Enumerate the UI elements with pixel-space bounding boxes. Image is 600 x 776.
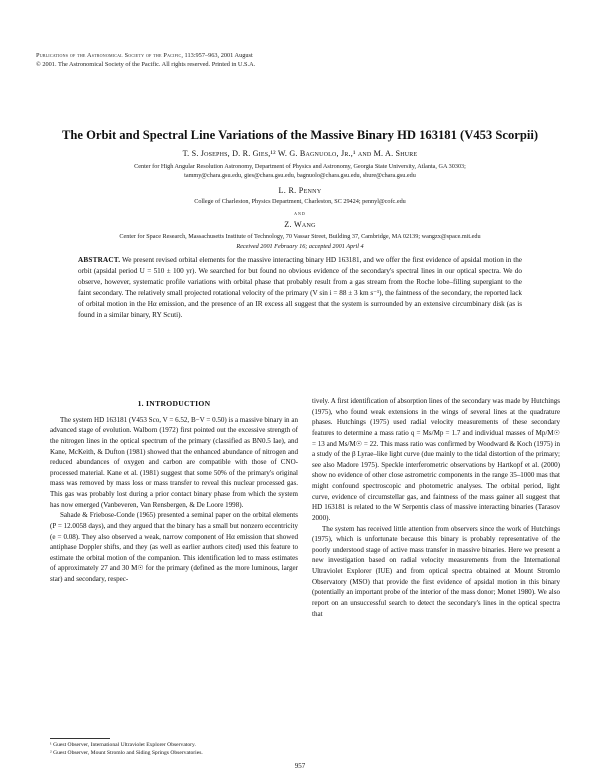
copyright-line: © 2001. The Astronomical Society of the Pacific. All rights reserved. Printed in U.S.A. bbox=[36, 60, 256, 68]
footnotes bbox=[50, 741, 203, 757]
abstract bbox=[78, 255, 522, 320]
journal-name: Publications of the Astronomical Society of the Pacific bbox=[36, 52, 182, 59]
abstract-text: We present revised orbital elements for the massive interacting binary HD 163181, and we offer the first evidence of apsidal motion in the orbit (apsidal period U = 510 ± 100 yr). We searched for but found no obvious evidence of the secondary's spectral lines in our optical spectra. We do observe, however, systematic profile variations with orbital phase that probably result from a gas stream from the Roche lobe–filling supergiant to the faint secondary. The relatively small projected rotational velocity of the primary (V sin i = 88 ± 3 km s⁻¹), the faintness of the secondary, the reported lack of orbital motion in the Hα emission, and the presence of an IR excess all suggest that the system is surrounded by an extensive circumbinary disk (as is found in a similar binary, RY Scuti). bbox=[78, 256, 522, 319]
page-number: 957 bbox=[294, 762, 306, 770]
affiliation-charleston: College of Charleston, Physics Department, Charleston, SC 29424; pennyl@cofc.edu bbox=[194, 198, 406, 205]
paragraph: Sahade & Friebose-Conde (1965) presented a seminal paper on the orbital elements (P = 12.0058 days), and they argued that the binary has a small but nonzero eccentricity (e = 0.08). They also observed a weak, narrow component of Hα emission that showed antiphase Doppler shifts, and they (as well as earlier authors cited) used this feature to estimate the orbital motion of the companion. This identification led to mass estimates of approximately 27 and 30 M☉ for the primary (defined as the more luminous, larger star) and secondary, respec- bbox=[50, 511, 298, 583]
footnote: ¹ Guest Observer, International Ultraviolet Explorer Observatory. bbox=[50, 742, 196, 748]
right-column bbox=[312, 396, 560, 619]
footnote: ² Guest Observer, Mount Stromlo and Siding Springs Observatories. bbox=[50, 750, 203, 756]
paper-title: The Orbit and Spectral Line Variations of the Massive Binary HD 163181 (V453 Scorpii) bbox=[61, 128, 539, 142]
journal-header bbox=[36, 52, 255, 69]
left-column bbox=[50, 396, 298, 585]
and-separator: and bbox=[294, 211, 306, 217]
affiliation-mit: Center for Space Research, Massachusetts Institute of Technology, 70 Vassar Street, Building 37, Cambridge, MA 02139; wangzx@space.mit.edu bbox=[119, 233, 481, 240]
author-wang: Z. Wang bbox=[284, 220, 316, 229]
abstract-label: ABSTRACT. bbox=[78, 256, 121, 264]
affiliation-line: Center for High Angular Resolution Astronomy, Department of Physics and Astronomy, Georgia State University, Atlanta, GA 30303; bbox=[134, 163, 466, 170]
section-heading: 1. INTRODUCTION bbox=[137, 399, 211, 408]
footnote-rule bbox=[50, 738, 110, 739]
journal-citation: , 113:957–963, 2001 August bbox=[181, 52, 253, 59]
affiliation-georgia bbox=[0, 163, 600, 180]
received-date: Received 2001 February 16; accepted 2001 April 4 bbox=[236, 243, 364, 250]
author-penny: L. R. Penny bbox=[278, 186, 322, 195]
paragraph: tively. A first identification of absorption lines of the secondary was made by Hutchings (1975), who found weak extensions in the wings of several lines at the quadrature phases. Hutchings (1975) used radial velocity measurements of these secondary features to determine a mass ratio q = Ms/Mp = 1.7 and individual masses of Mp/M☉ = 13 and Ms/M☉ = 22. This mass ratio was confirmed by Woodward & Koch (1975) in a study of the β Lyrae–like light curve (due mainly to the tidal distortion of the primary; see also Madore 1975). Speckle interferometric observations by Hartkopf et al. (2000) show no evidence of other close astrometric components in the range 35–1000 mas that might confound spectroscopic and photometric analyses. The orbital period, light curve, evidence of circumstellar gas, and faintness of the mass gainer all suggest that HD 163181 is related to the W Serpentis class of massive interacting binaries (Tarasov 2000). bbox=[312, 397, 560, 522]
paragraph: The system has received little attention from observers since the work of Hutchings (1975), which is unfortunate because this binary is probably representative of the poorly understood stage of active mass transfer in massive binaries. Here we present a new investigation based on radial velocity measurements from the International Ultraviolet Explorer (IUE) and from optical spectra obtained at Mount Stromlo Observatory (MSO) that provide the first evidence of apsidal motion in this binary (potentially an important probe of the interior of the mass donor; Monet 1980). We also report on an unsuccessful search to detect the secondary's lines in the optical spectra that bbox=[312, 524, 560, 618]
affiliation-emails: tammy@chara.gsu.edu, gies@chara.gsu.edu, bagnuolo@chara.gsu.edu, shure@chara.gsu.edu bbox=[184, 171, 416, 179]
paragraph: The system HD 163181 (V453 Sco, V = 6.52, B−V = 0.50) is a massive binary in an advanced stage of evolution. Walborn (1972) first pointed out the excessive strength of the nitrogen lines in the optical spectrum of the primary (classified as BN0.5 Iae), and Kane, McKeith, & Dufton (1981) showed that the enhanced abundance of nitrogen and reduced abundances of oxygen and carbon are compatible with those of CNO-processed material. Kane et al. (1981) suggest that some 50% of the primary's original mass was removed by mass loss or mass transfer to reveal this nuclear processed gas. This gas was probably lost during a prior contact binary phase from which the system has now emerged (Vanbeveren, Van Rensbergen, & De Loore 1998). bbox=[50, 415, 298, 509]
author-list: T. S. Josephs, D. R. Gies,¹² W. G. Bagnuolo, Jr.,¹ and M. A. Shure bbox=[182, 149, 418, 158]
